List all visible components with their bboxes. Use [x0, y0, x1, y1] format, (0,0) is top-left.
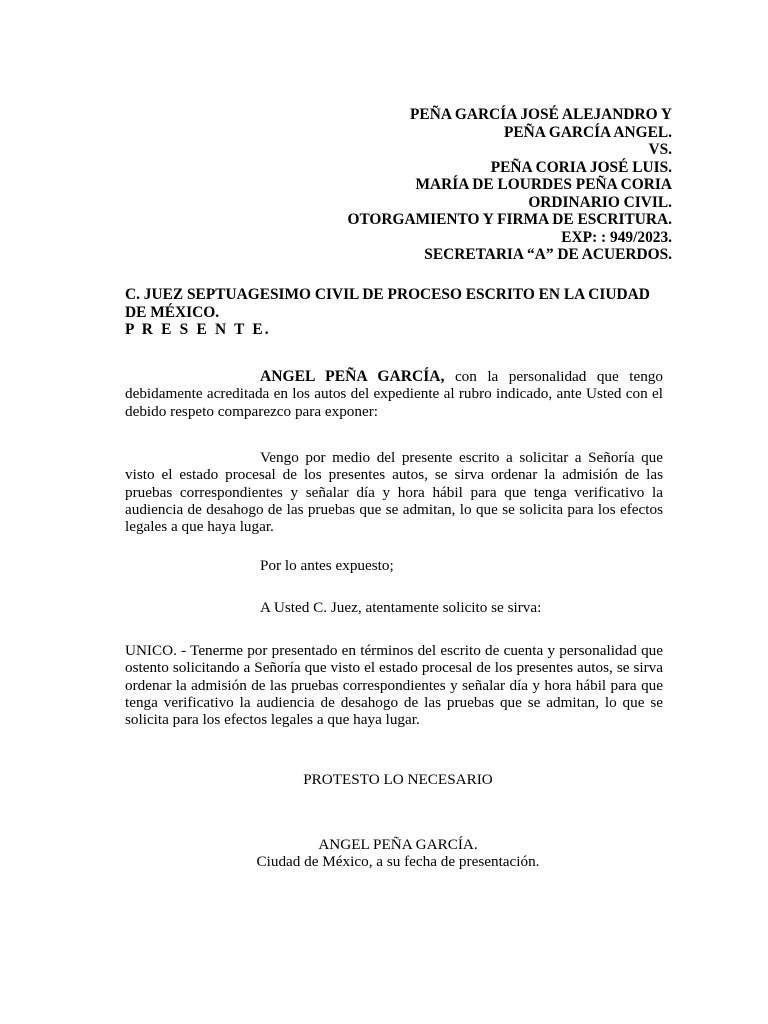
signature-block: [125, 836, 671, 871]
request-paragraph: Vengo por medio del presente escrito a solicitar a Señoría que visto el estado procesal de los presentes autos, se sirva ordenar la admisión de las pruebas correspondientes y señalar día y hora hábil para que tenga verificativo la audiencia de desahogo de las pruebas que se admitan, lo que se solicita para los efectos legales a que haya lugar.: [125, 449, 663, 536]
header-line-file-number: EXP: : 949/2023.: [561, 228, 672, 246]
intro-paragraph: [125, 368, 663, 420]
header-line-case-type: ORDINARIO CIVIL.: [528, 193, 672, 211]
protesto-line: PROTESTO LO NECESARIO: [303, 771, 493, 788]
solicito-paragraph: A Usted C. Juez, atentamente solicito se sirva:: [260, 599, 542, 616]
header-line-matter: OTORGAMIENTO Y FIRMA DE ESCRITURA.: [347, 211, 672, 228]
por-lo-antes-paragraph: Por lo antes expuesto;: [260, 557, 394, 574]
header-line-plaintiffs-2: PEÑA GARCÍA ANGEL.: [503, 123, 672, 141]
signer-name: ANGEL PEÑA GARCÍA.: [318, 836, 478, 853]
intro-name: ANGEL PEÑA GARCÍA,: [260, 368, 445, 385]
header-line-defendant-1: PEÑA CORIA JOSÉ LUIS.: [490, 158, 672, 176]
case-header: [347, 106, 672, 264]
header-line-defendant-2: MARÍA DE LOURDES PEÑA CORIA: [415, 176, 672, 193]
addressee-block: [125, 286, 665, 339]
unico-paragraph: UNICO. - Tenerme por presentado en términos del escrito de cuenta y personalidad que ostento solicitando a Señoría que visto el estado procesal de los presentes autos, se sirva ordenar la admisión de las pruebas correspondientes y señalar día y hora hábil para que tenga verificativo la audiencia de desahogo de las pruebas que se admitan, lo que se solicita para los efectos legales a que haya lugar.: [125, 642, 663, 729]
header-line-versus: VS.: [648, 141, 672, 158]
place-date: Ciudad de México, a su fecha de presentación.: [256, 853, 540, 871]
intro-text: con la personalidad que tengo debidamente acreditada en los autos del expediente al rubro indicado, ante Usted con el debido respeto comparezco para exponer:: [125, 368, 663, 420]
header-line-secretariat: SECRETARIA “A” DE ACUERDOS.: [424, 246, 672, 263]
addressee-judge: C. JUEZ SEPTUAGESIMO CIVIL DE PROCESO ESCRITO EN LA CIUDAD DE MÉXICO.: [125, 286, 650, 321]
addressee-presente: P R E S E N T E.: [125, 321, 271, 338]
header-line-plaintiffs-1: PEÑA GARCÍA JOSÉ ALEJANDRO Y: [410, 106, 672, 123]
